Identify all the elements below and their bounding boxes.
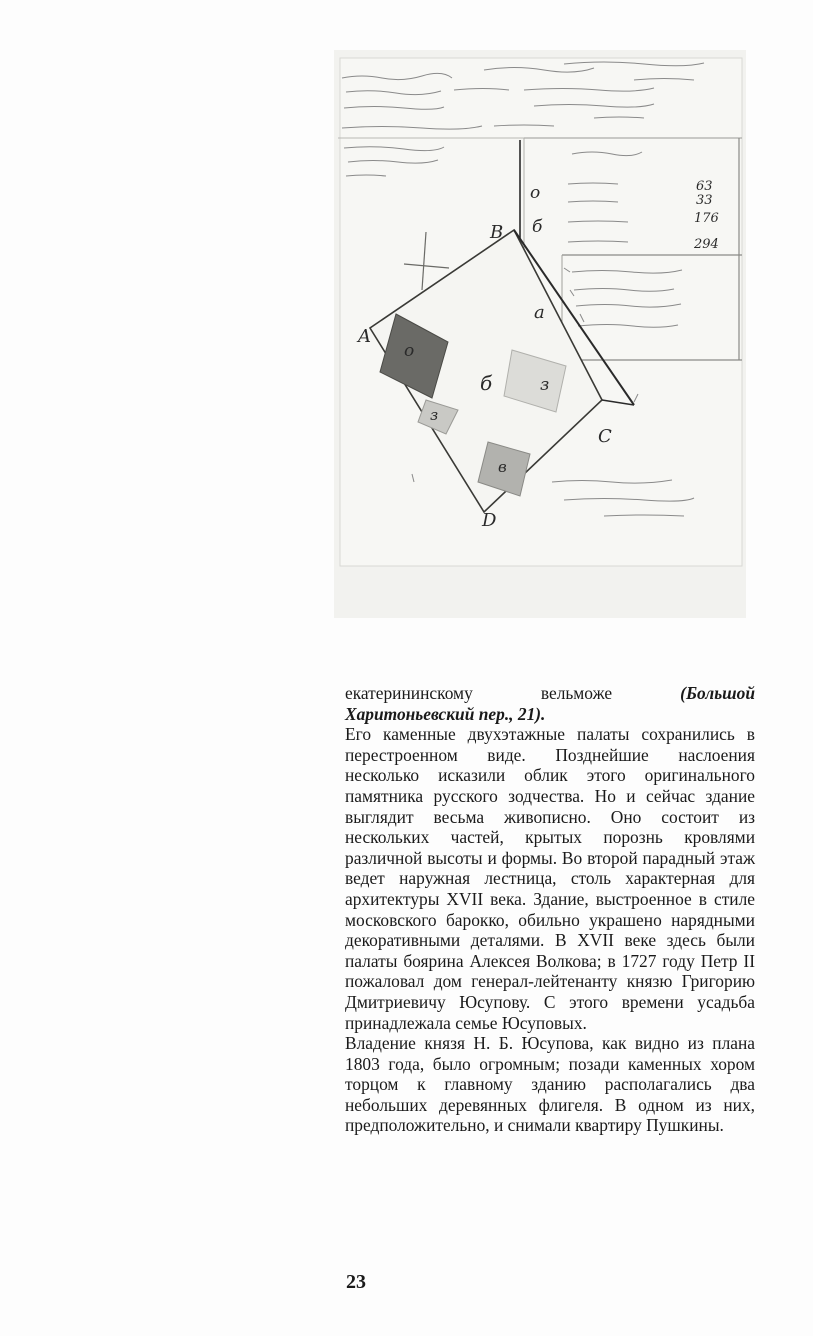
label-corner-b: B xyxy=(490,222,504,243)
label-b-inner: б xyxy=(480,371,493,395)
legend-number-1: 63 xyxy=(696,179,713,194)
label-o-top: о xyxy=(530,183,541,203)
label-a-inner: a xyxy=(534,302,545,323)
label-room-3-left: з xyxy=(430,406,439,424)
label-corner-a: A xyxy=(358,326,371,347)
body-text xyxy=(345,683,755,1136)
paragraph-estate: Владение князя Н. Б. Юсупова, как видно из плана 1803 года, было огромным; позади каменных хором торцом к главному зданию располагались два небольших деревянных флигеля. В одном из них, предположительно, и снимали квартиру Пушкины. xyxy=(345,1033,755,1136)
plan-drawing xyxy=(334,50,746,618)
historical-plan-figure xyxy=(334,50,746,618)
address-citation: (Большой Харитоньевский пер., 21). xyxy=(345,683,755,724)
label-room-3-center: з xyxy=(540,375,550,395)
legend-number-4: 294 xyxy=(694,237,719,252)
legend-number-3: 176 xyxy=(694,211,719,226)
paragraph-history: Его каменные двухэтажные палаты сохранились в перестроенном виде. Позднейшие наслоения несколько исказили облик этого оригинального памятника русского зодчества. Но и сейчас здание выглядит весьма живописно. Оно состоит из нескольких частей, крытых порознь кровлями различной высоты и формы. Во второй парадный этаж ведет наружная лестница, столь характерная для архитектуры XVII века. Здание, выстроенное в стиле московского барокко, обильно украшено нарядными декоративными деталями. В XVII веке здесь были палаты боярина Алексея Волкова; в 1727 году Петр II пожаловал дом генерал-лейтенанту князю Григорию Дмитриевичу Юсупову. С этого времени усадьба принадлежала семье Юсуповых. xyxy=(345,724,755,1033)
label-room-o: о xyxy=(404,341,415,361)
label-corner-d: D xyxy=(482,510,497,531)
page-number: 23 xyxy=(346,1271,366,1293)
label-b-top: б xyxy=(532,217,543,237)
intro-text: екатерининскому вельможе xyxy=(345,683,681,703)
legend-number-2: 33 xyxy=(696,193,713,208)
paragraph-intro xyxy=(345,683,755,724)
label-corner-c: C xyxy=(598,426,612,447)
label-room-6: в xyxy=(498,458,507,476)
